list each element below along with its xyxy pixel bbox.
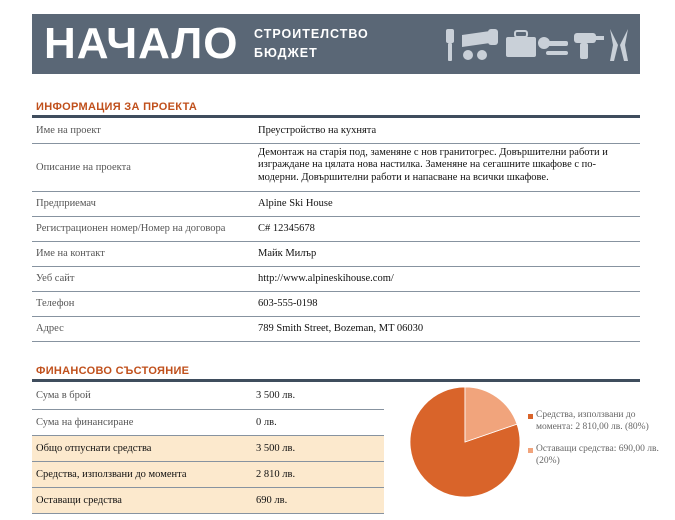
table-row	[32, 487, 384, 513]
row-value[interactable]: http://www.alpineskihouse.com/	[254, 266, 640, 291]
row-value: 2 810 лв.	[252, 461, 384, 487]
row-label: Общо отпуснати средства	[32, 435, 252, 461]
legend-label-remaining: Оставащи средства: 690,00 лв. (20%)	[536, 444, 659, 466]
page-title: НАЧАЛО	[44, 19, 239, 68]
row-value: 789 Smith Street, Bozeman, MT 06030	[254, 316, 640, 341]
toolbox-icon	[506, 31, 536, 57]
row-label: Телефон	[32, 291, 254, 316]
row-value: Демонтаж на старія под, заменяне с нов гранитогрес. Довършителни работи и изграждане на цялата нова настилка. Заменяне на сегашните шкафове с по-модерни. Довършителни работи и напасване на всички шкафове.	[254, 143, 640, 191]
legend-item-remaining	[528, 444, 668, 467]
drill-icon	[574, 33, 604, 59]
table-row	[32, 461, 384, 487]
paintbrush-icon	[446, 29, 454, 61]
row-value: 3 500 лв.	[252, 383, 384, 409]
row-label: Сума в брой	[32, 383, 252, 409]
finance-section-title: ФИНАНСОВО СЪСТОЯНИЕ	[36, 365, 190, 377]
row-label: Адрес	[32, 316, 254, 341]
budget-pie-chart	[409, 386, 521, 498]
row-value: Майк Милър	[254, 241, 640, 266]
tools-illustration	[442, 25, 632, 65]
pliers-icon	[610, 29, 628, 61]
table-row	[32, 241, 640, 266]
row-label: Средства, използвани до момента	[32, 461, 252, 487]
table-row	[32, 316, 640, 341]
table-row	[32, 435, 384, 461]
row-label: Регистрационен номер/Номер на договора	[32, 216, 254, 241]
row-value: 603-555-0198	[254, 291, 640, 316]
row-value: Преустройство на кухнята	[254, 118, 640, 143]
row-label: Описание на проекта	[32, 143, 254, 191]
table-row	[32, 291, 640, 316]
subtitle-line-1: СТРОИТЕЛСТВО	[254, 27, 369, 41]
row-label: Предприемач	[32, 191, 254, 216]
project-section-title: ИНФОРМАЦИЯ ЗА ПРОЕКТА	[36, 101, 198, 113]
saw-icon	[462, 29, 498, 60]
row-value: Alpine Ski House	[254, 191, 640, 216]
table-row	[32, 383, 384, 409]
table-row	[32, 266, 640, 291]
row-value: 0 лв.	[252, 409, 384, 435]
legend-swatch-used	[528, 414, 533, 419]
legend-label-used: Средства, използвани до момента: 2 810,00 лв. (80%)	[536, 410, 649, 432]
row-label: Оставащи средства	[32, 487, 252, 513]
table-row	[32, 409, 384, 435]
finance-table	[32, 383, 384, 514]
row-label: Сума на финансиране	[32, 409, 252, 435]
table-row	[32, 118, 640, 143]
row-value: 690 лв.	[252, 487, 384, 513]
row-value: C# 12345678	[254, 216, 640, 241]
finance-section-rule	[32, 379, 640, 382]
table-row	[32, 216, 640, 241]
project-info-table	[32, 118, 640, 342]
wrench-icon	[538, 37, 568, 55]
row-value: 3 500 лв.	[252, 435, 384, 461]
row-label: Име на контакт	[32, 241, 254, 266]
legend-swatch-remaining	[528, 448, 533, 453]
table-row	[32, 191, 640, 216]
page-subtitle	[254, 25, 369, 63]
pie-legend	[528, 410, 668, 478]
table-row	[32, 143, 640, 191]
row-label: Име на проект	[32, 118, 254, 143]
legend-item-used	[528, 410, 668, 433]
header-banner	[32, 14, 640, 74]
row-label: Уеб сайт	[32, 266, 254, 291]
subtitle-line-2: БЮДЖЕТ	[254, 46, 318, 60]
